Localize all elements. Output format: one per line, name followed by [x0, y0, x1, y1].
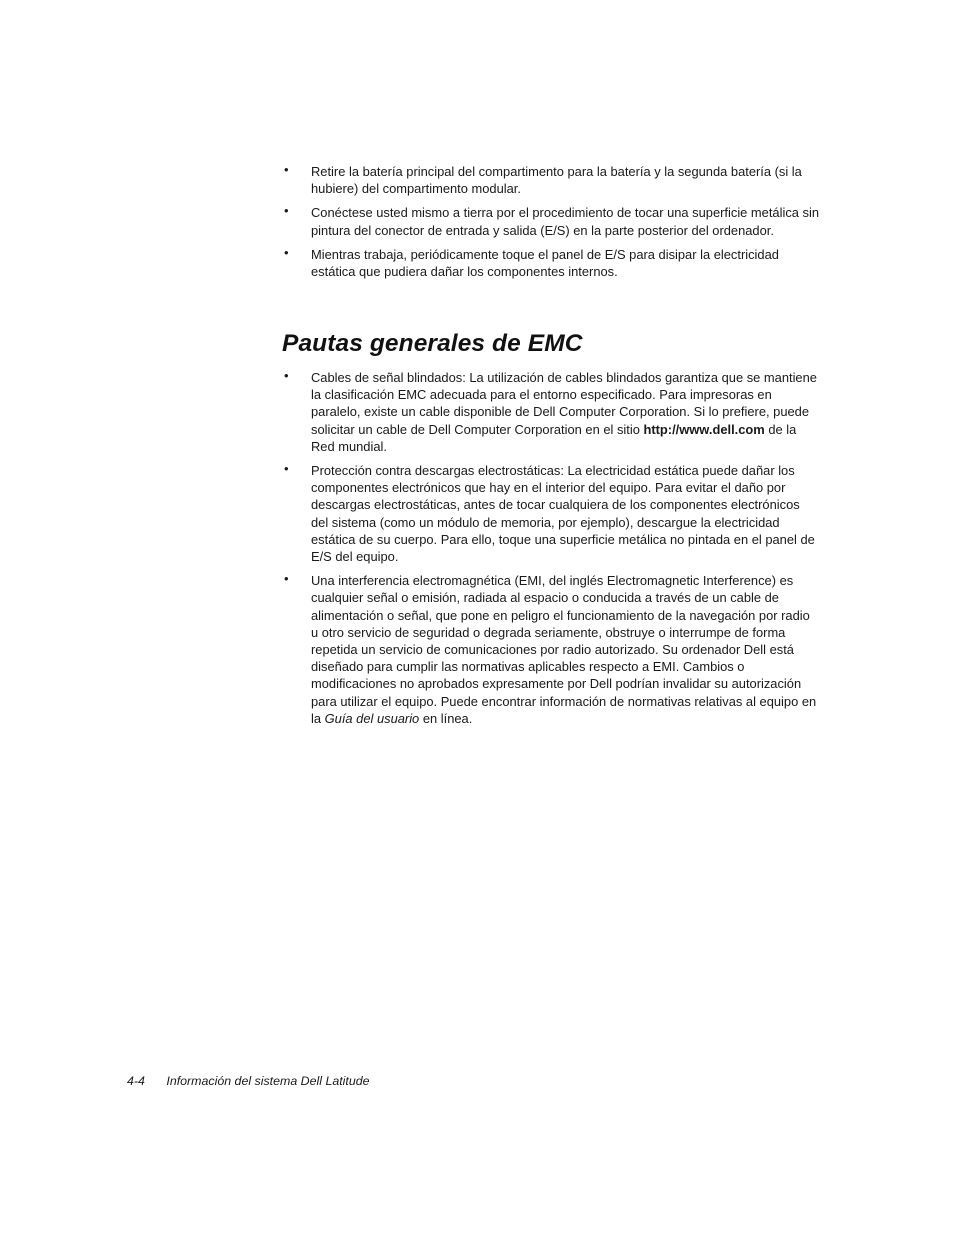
bullet-icon: •	[284, 244, 289, 260]
list-item-tail: en línea.	[422, 710, 473, 726]
bullet-icon: •	[284, 461, 289, 477]
list-item	[284, 246, 820, 280]
list-item	[284, 369, 820, 455]
page-footer	[127, 1074, 370, 1088]
list-item-text: Retire la batería principal del compartimento para la batería y la segunda batería (si la hubiere) del compartimento modular.	[311, 164, 802, 197]
list-item	[284, 462, 820, 565]
list-item-text: Cables de señal blindados: La utilización de cables blindados garantiza que se mantiene la clasificación EMC adecuada para el entorno especificado. Para impresoras en paralelo, existe un cable disponible de Dell Computer Corporation. Si lo prefiere, puede solicitar un cable de Dell Computer Corporation en el sitio	[311, 370, 817, 437]
bullet-icon: •	[284, 368, 289, 383]
page-number: 4-4	[127, 1074, 145, 1088]
list-item-text: Mientras trabaja, periódicamente toque el panel de E/S para disipar la electricidad estática que pudiera dañar los componentes internos.	[311, 246, 779, 280]
list-item	[284, 572, 820, 727]
bullet-icon: •	[284, 571, 289, 587]
bullet-icon: •	[284, 162, 289, 177]
precautions-list	[284, 163, 820, 287]
list-item-tail: de la Red mundial.	[311, 421, 797, 454]
section-heading: Pautas generales de EMC	[282, 330, 583, 357]
list-item	[284, 204, 820, 238]
list-item	[284, 163, 820, 197]
list-item-text: Una interferencia electromagnética (EMI, del inglés Electromagnetic Interference) es cualquier señal o emisión, radiada al espacio o conducida a través de un cable de alimentación o señal, que pone en peligro el funcionamiento de la navegación por radio u otro servicio de seguridad o degrada seriamente, obstruye o interrumpe de forma repetida un servicio de comunicaciones por radio autorizado. Su ordenador Dell está diseñado para cumplir las normativas aplicables respecto a EMI. Cambios o modificaciones no aprobados expresamente por Dell podrían invalidar su autorización para utilizar el equipo. Puede encontrar información de normativas relativas al equipo en la	[311, 573, 817, 726]
dell-website-link[interactable]: http://www.dell.com	[643, 421, 765, 437]
footer-title: Información del sistema Dell Latitude	[166, 1074, 370, 1088]
list-item-text: Conéctese usted mismo a tierra por el procedimiento de tocar una superficie metálica sin pintura del conector de entrada y salida (E/S) en la parte posterior del ordenador.	[311, 205, 819, 238]
user-guide-reference: Guía del usuario	[324, 710, 420, 726]
list-item-text: Protección contra descargas electrostáticas: La electricidad estática puede dañar los componentes electrónicos que hay en el interior del equipo. Para evitar el daño por descargas electrostáticas, antes de tocar cualquiera de los componentes electrónicos del sistema (como un módulo de memoria, por ejemplo), descargue la electricidad estática de su cuerpo. Para ello, toque una superficie metálica no pintada en el panel de E/S del equipo.	[311, 463, 815, 565]
emc-guidelines-list	[284, 369, 820, 734]
bullet-icon: •	[284, 203, 289, 219]
